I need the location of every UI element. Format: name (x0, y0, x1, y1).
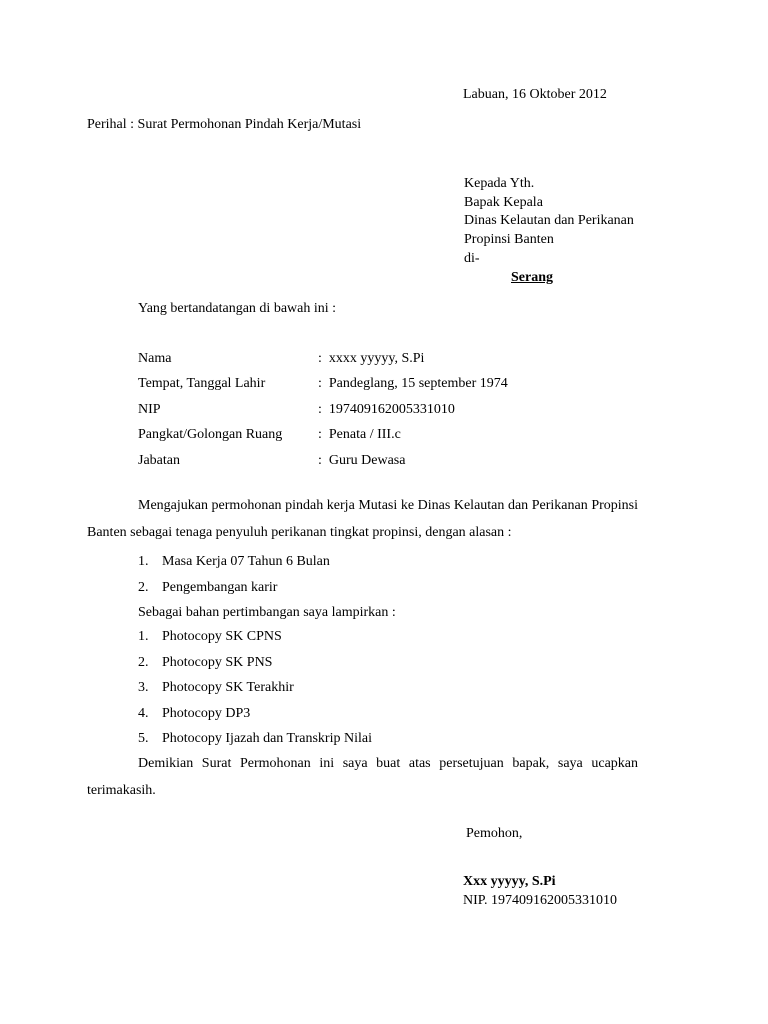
field-row (138, 346, 618, 371)
attachments-list (138, 624, 618, 752)
field-value: Penata / III.c (328, 427, 401, 443)
field-row (138, 448, 618, 473)
field-value: 197409162005331010 (328, 401, 455, 417)
field-label: Nama (138, 351, 172, 366)
recipient-block (464, 175, 724, 287)
list-item: Pengembangan karir (162, 579, 278, 595)
identity-fields (138, 346, 618, 473)
field-label: Tempat, Tanggal Lahir (138, 376, 266, 392)
field-row (138, 397, 618, 422)
field-value: xxxx yyyyy, S.Pi (328, 351, 425, 366)
closing-paragraph: Demikian Surat Permohonan ini saya buat atas persetujuan bapak, saya ucapkan terimakasih. (87, 756, 638, 798)
field-value: Guru Dewasa (328, 452, 406, 468)
list-item: Photocopy Ijazah dan Transkrip Nilai (162, 731, 372, 746)
attachments-intro: Sebagai bahan pertimbangan saya lampirkan : (138, 605, 396, 620)
field-separator: : (318, 376, 322, 392)
list-item: Photocopy SK Terakhir (162, 680, 294, 695)
list-item: Photocopy DP3 (162, 705, 251, 721)
body-paragraph: Mengajukan permohonan pindah kerja Mutasi ke Dinas Kelautan dan Perikanan Propinsi Banten sebagai tenaga penyuluh perikanan tingkat propinsi, dengan alasan : (87, 498, 638, 540)
recipient-line: di- (464, 250, 480, 266)
date-line: Labuan, 16 Oktober 2012 (463, 87, 607, 102)
field-label: Pangkat/Golongan Ruang (138, 427, 283, 443)
field-label: Jabatan (138, 452, 180, 468)
signature-name: Xxx yyyyy, S.Pi (463, 874, 556, 889)
field-separator: : (318, 452, 322, 468)
reasons-list (138, 549, 618, 600)
recipient-line: Dinas Kelautan dan Perikanan (464, 213, 634, 229)
subject-line: Perihal : Surat Permohonan Pindah Kerja/Mutasi (87, 117, 362, 132)
field-separator: : (318, 401, 322, 417)
field-row (138, 371, 618, 396)
signature-block (463, 873, 617, 910)
recipient-line: Kepada Yth. (464, 176, 535, 191)
field-label: NIP (138, 401, 161, 417)
list-item: Photocopy SK PNS (162, 654, 273, 670)
field-row (138, 422, 618, 447)
recipient-line: Propinsi Banten (464, 232, 554, 248)
field-value: Pandeglang, 15 september 1974 (328, 376, 508, 392)
opening-line: Yang bertandatangan di bawah ini : (138, 301, 337, 316)
field-separator: : (318, 351, 322, 366)
signature-nip: NIP. 197409162005331010 (463, 892, 618, 908)
recipient-city: Serang (511, 269, 553, 285)
list-item: Masa Kerja 07 Tahun 6 Bulan (162, 554, 330, 569)
signature-salutation: Pemohon, (466, 826, 523, 841)
list-item: Photocopy SK CPNS (162, 629, 282, 644)
field-separator: : (318, 427, 322, 443)
recipient-line: Bapak Kepala (464, 194, 543, 210)
